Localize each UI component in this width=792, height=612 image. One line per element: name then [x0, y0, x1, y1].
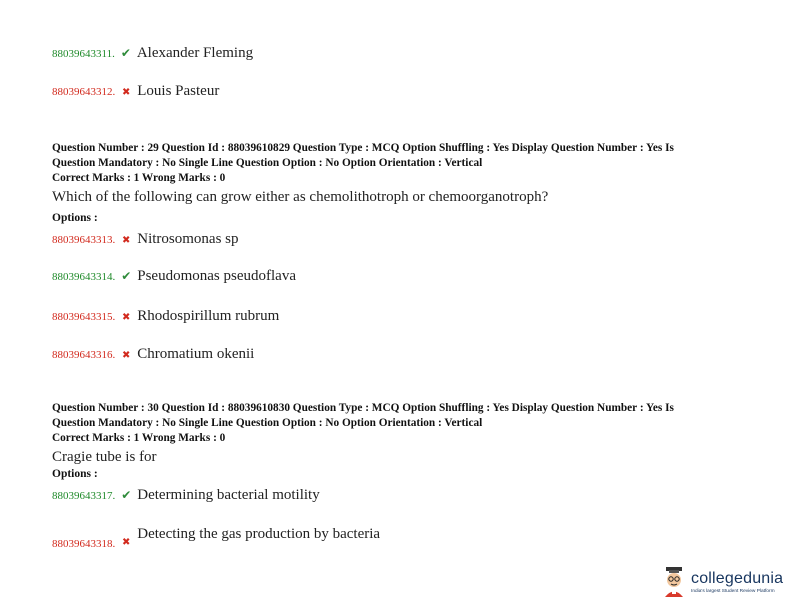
option-id: 88039643311.	[52, 48, 115, 60]
option-id: 88039643312.	[52, 86, 116, 98]
brand-tagline: India's largest Student Review Platform	[691, 589, 775, 594]
option-row	[52, 268, 296, 285]
question-text: Cragie tube is for	[52, 449, 157, 465]
brand-name: collegedunia	[691, 570, 784, 587]
option-id: 88039643317.	[52, 490, 116, 502]
option-text: Alexander Fleming	[136, 45, 254, 61]
collegedunia-logo	[661, 566, 783, 598]
cross-icon: ✖	[122, 87, 131, 98]
cross-icon: ✖	[122, 235, 131, 246]
question-meta: Question Number : 29 Question Id : 88039610829 Question Type : MCQ Option Shuffling : Yes Display Question Number : Yes Is Question Mandatory : No Single Line Question Option : No Option Orientation : Vertical Correct Marks : 1 Wrong Marks : 0	[52, 142, 674, 184]
check-icon: ✔	[121, 488, 132, 502]
option-text: Nitrosomonas sp	[137, 231, 239, 247]
option-id: 88039643314.	[52, 271, 116, 283]
option-row	[52, 308, 279, 325]
option-row	[52, 83, 219, 100]
option-id: 88039643313.	[52, 234, 116, 246]
option-row	[52, 346, 254, 363]
check-icon: ✔	[121, 269, 132, 283]
option-id: 88039643315.	[52, 311, 116, 323]
option-text: Determining bacterial motility	[137, 487, 320, 503]
question-meta: Question Number : 30 Question Id : 88039610830 Question Type : MCQ Option Shuffling : Yes Display Question Number : Yes Is Question Mandatory : No Single Line Question Option : No Option Orientation : Vertical Correct Marks : 1 Wrong Marks : 0	[52, 402, 674, 444]
option-id: 88039643318.	[52, 538, 116, 550]
option-text: Pseudomonas pseudoflava	[137, 268, 296, 284]
options-label: Options :	[52, 468, 98, 480]
option-row	[52, 487, 320, 504]
mascot-icon	[661, 566, 687, 598]
option-text: Rhodospirillum rubrum	[137, 308, 280, 324]
cross-icon: ✖	[122, 312, 131, 323]
option-text: Chromatium okenii	[137, 346, 255, 362]
options-label: Options :	[52, 212, 98, 224]
cross-icon: ✖	[122, 537, 131, 548]
option-row	[52, 45, 253, 62]
option-row	[52, 231, 239, 248]
check-icon: ✔	[120, 46, 131, 60]
option-id: 88039643316.	[52, 349, 116, 361]
cross-icon: ✖	[122, 350, 131, 361]
option-row	[52, 526, 381, 550]
option-text: Detecting the gas production by bacteria	[137, 526, 381, 542]
question-text: Which of the following can grow either as chemolithotroph or chemoorganotroph?	[52, 189, 549, 205]
option-text: Louis Pasteur	[137, 83, 220, 99]
